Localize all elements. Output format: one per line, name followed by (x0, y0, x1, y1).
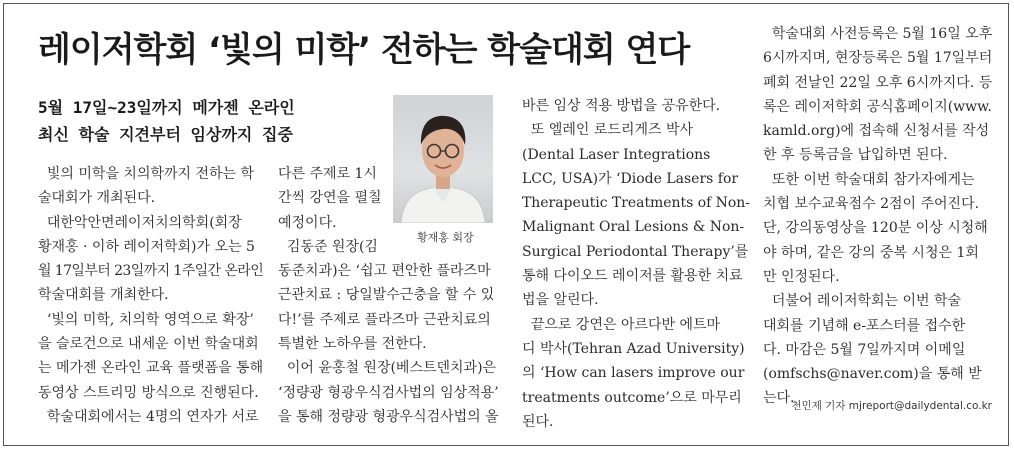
portrait-photo-icon (393, 95, 493, 223)
subheadline-line-2: 최신 학술 지견부터 임상까지 집중 (38, 125, 293, 144)
text-line: Therapeutic Treatments of Non- (522, 195, 750, 212)
text-line: 또 엘레인 로드리게즈 박사 (522, 122, 694, 139)
text-line: 단, 강의동영상을 120분 이상 시청해 (763, 220, 988, 237)
article-column-3 (522, 94, 750, 434)
text-line: 만 인정된다. (763, 268, 840, 285)
text-line: 통해 다이오드 레이저를 활용한 치료 (522, 268, 743, 285)
article-column-4 (763, 22, 993, 411)
text-line: 동준치과)은 ‘쉽고 편안한 플라즈마 (278, 263, 491, 280)
text-line: Surgical Periodontal Therapy’를 (522, 243, 749, 260)
text-line: 학술대회를 개최한다. (38, 287, 169, 304)
text-line: Malignant Oral Lesions & Non- (522, 219, 745, 236)
text-line: 예정이다. (278, 214, 337, 231)
text-line: ‘빛의 미학, 치의학 영역으로 확장’ (38, 311, 254, 328)
text-line: 한 후 등록금을 납입하면 된다. (763, 147, 948, 164)
text-line: 빛의 미학을 치의학까지 전하는 학 (38, 166, 255, 182)
text-line: 디 박사(Tehran Azad University) (522, 340, 745, 357)
text-line: (omfschs@naver.com)을 통해 받 (763, 366, 982, 383)
text-line: 법을 알린다. (522, 292, 599, 309)
text-line: treatments outcome’으로 마무리 (522, 389, 742, 406)
byline: 천민제 기자 mjreport@dailydental.co.kr (791, 400, 992, 412)
text-line: 술대회가 개최된다. (38, 190, 156, 207)
portrait-photo (393, 95, 493, 223)
text-line: 학술대회에서는 4명의 연자가 서로 (38, 408, 259, 425)
article-column-1 (38, 162, 263, 429)
text-line: 6시까지며, 현장등록은 5월 17일부터 (763, 50, 993, 67)
text-line: 간씩 강연을 펼칠 (278, 190, 382, 207)
article-headline: 레이저학회 ‘빛의 미학’ 전하는 학술대회 연다 (38, 30, 690, 70)
text-line: 폐회 전날인 22일 오후 6시까지다. 등 (763, 74, 993, 91)
text-line: 는 메가젠 온라인 교육 플랫폼을 통해 (38, 360, 263, 377)
text-line: 된다. (522, 413, 554, 430)
text-line: 치협 보수교육점수 2점이 주어진다. (763, 196, 980, 213)
text-line: 특별한 노하우를 전한다. (278, 336, 427, 353)
text-line: 의 ‘How can lasers improve our (522, 365, 745, 382)
text-line: 을 슬로건으로 내세운 이번 학술대회 (38, 336, 259, 353)
text-line: 근관치료 : 당일발수근충을 할 수 있 (278, 287, 495, 304)
text-line: LCC, USA)가 ‘Diode Lasers for (522, 170, 739, 187)
text-line: 야 하며, 같은 강의 중복 시청은 1회 (763, 244, 979, 261)
text-line: 끝으로 강연은 아르다반 에트마 (522, 316, 721, 333)
text-line: 김동준 원장(김 (278, 238, 378, 255)
text-line: 또한 이번 학술대회 참가자에게는 (763, 171, 975, 188)
text-line: 동영상 스트리밍 방식으로 진행된다. (38, 384, 259, 401)
text-line: 록은 레이저학회 공식홈페이지(www. (763, 98, 992, 115)
text-line: 다. 마감은 5월 7일까지며 이메일 (763, 341, 966, 358)
text-line: 바른 임상 적용 방법을 공유한다. (522, 98, 721, 114)
text-line: 다른 주제로 1시 (278, 166, 377, 182)
subheadline-line-1: 5월 17일~23일까지 메가젠 온라인 (38, 98, 295, 117)
photo-caption: 황재홍 회장 (417, 231, 474, 244)
text-line: 학술대회 사전등록은 5월 16일 오후 (763, 26, 993, 42)
text-line: 이어 윤홍철 원장(베스트덴치과)은 (278, 360, 497, 377)
text-line: 대한악안면레이저치의학회(회장 (38, 214, 242, 231)
text-line: 황재홍 · 이하 레이저학회)가 오는 5 (38, 238, 255, 255)
text-line: 을 통해 정량광 형광우식검사법의 올 (278, 408, 499, 425)
text-line: 대회를 기념해 e-포스터를 접수한 (763, 317, 966, 334)
text-line: 더불어 레이저학회는 이번 학술 (763, 293, 962, 310)
text-line: 는다. (763, 390, 795, 407)
text-line: 월 17일부터 23일까지 1주일간 온라인 (38, 263, 263, 280)
text-line: 다!’를 주제로 플라즈마 근관치료의 (278, 311, 491, 328)
text-line: ‘정량광 형광우식검사법의 임상적용’ (278, 384, 499, 401)
text-line: (Dental Laser Integrations (522, 146, 711, 163)
text-line: kamld.org)에 접속해 신청서를 작성 (763, 123, 990, 140)
